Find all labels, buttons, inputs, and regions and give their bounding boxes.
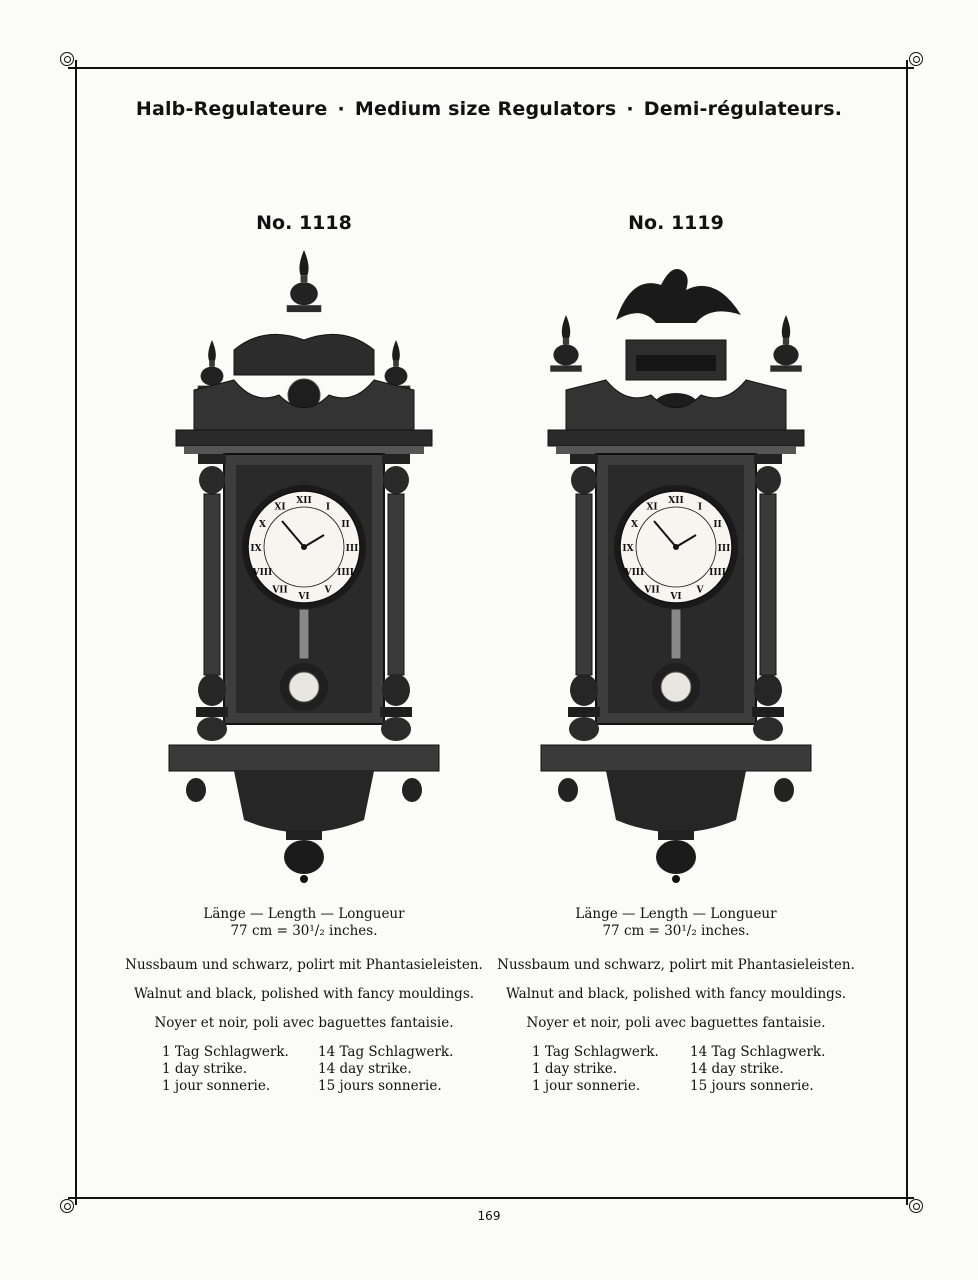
dial-numeral: V [696, 585, 704, 596]
dial-numeral: X [258, 520, 266, 530]
finial-tip [208, 340, 216, 361]
separator-dot: · [626, 98, 634, 120]
strike-14-day-list [318, 1044, 453, 1095]
dial-numeral: XII [296, 496, 312, 506]
strike-option: 1 jour sonnerie. [162, 1078, 271, 1094]
dial-numeral: I [325, 502, 331, 513]
column-shaft [388, 494, 404, 675]
column-vase [198, 674, 226, 706]
finial-neck [393, 361, 399, 367]
column-shaft [204, 494, 220, 675]
size-text: 77 cm = 30¹/₂ inches. [602, 923, 750, 939]
column-shaft [760, 494, 776, 675]
dial-numeral: X [630, 520, 638, 530]
finial-neck [301, 275, 308, 282]
description-english: Walnut and black, polished with fancy mouldings. [505, 986, 847, 1002]
column-capital [198, 454, 226, 464]
strike-option: 14 Tag Schlagwerk. [318, 1044, 454, 1060]
strike-option: 1 day strike. [532, 1061, 618, 1077]
column-capital [570, 454, 598, 464]
pendulum-rod [299, 609, 309, 659]
clock-number: No. 1119 [628, 212, 724, 234]
dial-numeral: VI [670, 592, 682, 602]
column-vase [382, 674, 410, 706]
heading-german: Halb-Regulateure [135, 98, 328, 120]
clock-illustration-1118 [124, 245, 484, 885]
heading-french: Demi-régulateurs. [643, 98, 843, 120]
finial-bulb [773, 344, 798, 365]
drop-finial-left [558, 778, 578, 802]
column-collar [383, 466, 409, 494]
clock-number: No. 1118 [256, 212, 352, 234]
drop-finial-left [186, 778, 206, 802]
bottom-knob [300, 875, 308, 883]
pendulum-bob [661, 672, 691, 702]
dial-numeral: II [713, 520, 722, 530]
finial-base [550, 365, 582, 371]
dial-numeral: VIII [624, 568, 645, 578]
strike-option: 15 jours sonnerie. [690, 1078, 814, 1094]
corner-ornament-icon [909, 52, 923, 66]
heading-english: Medium size Regulators [354, 98, 617, 120]
case-bracket [234, 771, 374, 833]
length-label: Länge — Length — Longueur [203, 906, 405, 922]
bottom-ring [286, 830, 322, 840]
column-collar [755, 466, 781, 494]
description-french: Noyer et noir, poli avec baguettes fantaisie. [526, 1015, 826, 1031]
dial-center [673, 544, 679, 550]
pendulum-rod [671, 609, 681, 659]
strike-option: 1 jour sonnerie. [532, 1078, 641, 1094]
dial-numeral: III [345, 544, 359, 554]
strike-1-day-list [162, 1044, 289, 1095]
column-ring [380, 707, 412, 717]
eagle-crest-icon [616, 269, 741, 323]
case-bracket [606, 771, 746, 833]
dial-numeral: VI [298, 592, 310, 602]
finial-neck [563, 338, 569, 344]
column-foot [569, 717, 599, 741]
column-ring [196, 707, 228, 717]
crest-panel [636, 355, 716, 371]
crest-pediment [234, 334, 374, 375]
dial-numeral: XII [668, 496, 684, 506]
clock-dimensions [124, 906, 484, 940]
case-cornice [548, 430, 804, 446]
dial-numeral: IX [250, 544, 262, 554]
finial-tip [562, 315, 570, 338]
strike-option: 14 day strike. [318, 1061, 412, 1077]
finial-bulb [201, 367, 224, 386]
column-vase [754, 674, 782, 706]
border-top [68, 67, 914, 69]
column-capital [754, 454, 782, 464]
border-left [75, 60, 77, 1205]
description-english: Walnut and black, polished with fancy mouldings. [133, 986, 475, 1002]
separator-dot: · [337, 98, 345, 120]
finial-neck [783, 338, 789, 344]
finial-bulb [553, 344, 578, 365]
bottom-finial [284, 840, 324, 874]
description-french: Noyer et noir, poli avec baguettes fantaisie. [154, 1015, 454, 1031]
column-foot [381, 717, 411, 741]
strike-14-day-list [690, 1044, 825, 1095]
description-german: Nussbaum und schwarz, polirt mit Phantasieleisten. [497, 957, 855, 973]
dial-numeral: IX [622, 544, 634, 554]
finial-bulb [385, 367, 408, 386]
strike-option: 1 day strike. [162, 1061, 248, 1077]
column-foot [753, 717, 783, 741]
column-collar [571, 466, 597, 494]
border-bottom [68, 1197, 914, 1199]
column-foot [197, 717, 227, 741]
column-capital [382, 454, 410, 464]
column-vase [570, 674, 598, 706]
dial-numeral: IIII [337, 568, 354, 578]
dial-numeral: VIII [252, 568, 273, 578]
dial-numeral: XI [274, 502, 286, 513]
strike-option: 14 Tag Schlagwerk. [690, 1044, 826, 1060]
pendulum-bob [289, 672, 319, 702]
dial-numeral: VII [644, 585, 660, 596]
dial-numeral: II [341, 520, 350, 530]
description-german: Nussbaum und schwarz, polirt mit Phantasieleisten. [125, 957, 483, 973]
corner-ornament-icon [60, 52, 74, 66]
finial-tip [299, 250, 308, 275]
cornice-moulding [184, 446, 424, 454]
column-collar [199, 466, 225, 494]
dial-center [301, 544, 307, 550]
column-shaft [576, 494, 592, 675]
length-label: Länge — Length — Longueur [575, 906, 777, 922]
drop-finial-right [402, 778, 422, 802]
case-base [169, 745, 439, 771]
finial-tip [392, 340, 400, 361]
case-base [541, 745, 811, 771]
finial-bulb [290, 282, 318, 305]
page-heading [0, 98, 978, 120]
strike-option: 1 Tag Schlagwerk. [162, 1044, 289, 1060]
drop-finial-right [774, 778, 794, 802]
strike-option: 1 Tag Schlagwerk. [532, 1044, 659, 1060]
cornice-moulding [556, 446, 796, 454]
dial-numeral: V [324, 585, 332, 596]
dial-numeral: I [697, 502, 703, 513]
page-number: 169 [477, 1209, 501, 1223]
dial-numeral: VII [272, 585, 288, 596]
finial-tip [782, 315, 790, 338]
strike-option: 14 day strike. [690, 1061, 784, 1077]
case-cornice [176, 430, 432, 446]
finial-base [287, 305, 322, 312]
clock-illustration-1119 [496, 245, 856, 885]
dial-numeral: IIII [709, 568, 726, 578]
strike-option: 15 jours sonnerie. [318, 1078, 442, 1094]
bottom-ring [658, 830, 694, 840]
dial-numeral: XI [646, 502, 658, 513]
border-right [906, 60, 908, 1205]
finial-base [770, 365, 802, 371]
column-ring [568, 707, 600, 717]
finial-neck [209, 361, 215, 367]
size-text: 77 cm = 30¹/₂ inches. [230, 923, 378, 939]
bottom-knob [672, 875, 680, 883]
clock-dimensions [496, 906, 856, 940]
strike-1-day-list [532, 1044, 659, 1095]
column-ring [752, 707, 784, 717]
bottom-finial [656, 840, 696, 874]
dial-numeral: III [717, 544, 731, 554]
